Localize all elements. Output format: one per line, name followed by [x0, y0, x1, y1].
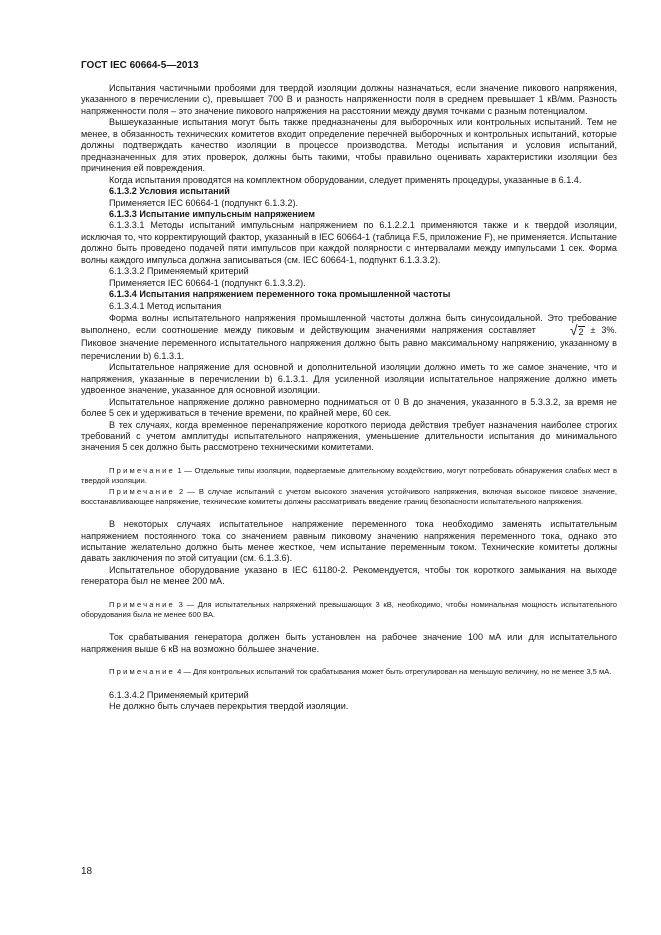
document-header: ГОСТ IEC 60664-5—2013: [81, 60, 199, 71]
note-text: 1 — Отдельные типы изоляции, подвергаемые длительному воздействию, могут потребовать обнаружения слабых мест в твердой изоляции.: [81, 465, 617, 486]
document-page: [81, 60, 617, 713]
note-text: 2 — В случае испытаний с учетом высокого значения устойчивого напряжения, включая высокое пиковое значение, восстанавливающее напряжение, технические комитеты должны рассматривать введение границ безопасности испытательного напряжения.: [81, 486, 617, 506]
paragraph: [81, 312, 617, 362]
paragraph: Испытательное оборудование указано в IEC 61180-2. Рекомендуется, чтобы ток короткого замыкания на выходе генератора был не менее 200 мА.: [81, 564, 617, 587]
note-label: Примечание: [109, 667, 175, 677]
note: [81, 487, 617, 508]
paragraph: Вышеуказанные испытания могут быть также предназначены для выборочных или контрольных испытаний. Тем не менее, в обязанность технических комитетов входит определение перечней выборочных и контрольных испытаний, которые должны подтверждать качество изоляции в процессе производства. Методы испытания и условия испытаний, предназначенных для этих проверок, должны быть такими, чтобы правильно оценивать характеристики изоляции без причинения ей повреждения.: [81, 117, 617, 174]
section-heading: 6.1.3.4 Испытания напряжением переменного тока промышленной частоты: [109, 289, 451, 300]
paragraph: 6.1.3.4.1 Метод испытания: [109, 300, 222, 311]
paragraph: Ток срабатывания генератора должен быть установлен на рабочее значение 100 мА или для испытательного напряжения выше 6 кВ на возможно бóльшее значение.: [81, 632, 617, 654]
paragraph: Испытательное напряжение для основной и дополнительной изоляции должно иметь то же самое значение, что и напряжения, указанные в перечислении b) 6.1.3.1. Для усиленной изоляции испытательное напряжение должно иметь удвоенное значение, указанное для основной изоляции.: [81, 362, 617, 396]
note-text: 4 — Для контрольных испытаний ток срабатывания может быть отрегулирован на меньшую величину, но не менее 3,5 мА.: [174, 667, 612, 677]
note: [81, 600, 617, 621]
paragraph: 6.1.3.3.1 Методы испытаний импульсным напряжением по 6.1.2.2.1 применяются также и к твердой изоляции, исключая то, что корректирующий фактор, указанный в IEC 60664-1 (таблица F.5, приложение F), не применяется. Испытание должно быть проведено подачей пяти импульсов при каждой полярности с интервалами между импульсами 1 сек. Форма волны каждого импульса должна записываться (см. IEC 60664-1, подпункт 6.1.3.3.2).: [81, 220, 617, 265]
page-number: 18: [81, 866, 93, 877]
note: [81, 667, 617, 677]
section-heading: 6.1.3.3 Испытание импульсным напряжением: [109, 208, 315, 219]
sqrt-sign: √2: [569, 322, 584, 339]
paragraph: Испытательное напряжение должно равномерно подниматься от 0 В до значения, указанного в 5.3.3.2, за время не более 5 сек и удерживаться в течение времени, по крайней мере, 60 сек.: [81, 396, 617, 419]
paragraph: В тех случаях, когда временное перенапряжение короткого периода действия требует назначения наиболее строгих требований с учетом амплитуды испытательного напряжения, уменьшение длительности испытания до минимального значения 5 сек должно быть рассмотрено техническими комитетами.: [81, 419, 617, 453]
paragraph: Не должно быть случаев перекрытия твердой изоляции.: [109, 701, 349, 712]
note-label: Примечание: [109, 465, 175, 475]
paragraph: В некоторых случаях испытательное напряжение переменного тока необходимо заменять испытательным напряжением постоянного тока со значением равным пиковому значению напряжения переменного тока, однако это испытание желательно должно быть менее жесткое, чем испытание переменным током. Технические комитеты должны давать заключения по этой ситуации (см. 6.1.3.6).: [81, 519, 617, 564]
note-label: Примечание: [109, 486, 175, 496]
paragraph: Испытания частичными пробоями для твердой изоляции должны назначаться, если значение пикового напряжения, указанного в перечислении с), превышает 700 В и разность напряженности поля в среднем превышает 1 кВ/мм. Разность напряженности поля – это значение пикового напряжения на расстоянии между двумя точками с разным потенциалом.: [81, 83, 617, 116]
paragraph: Применяется IEC 60664-1 (подпункт 6.1.3.3.2).: [109, 277, 306, 288]
paragraph: 6.1.3.3.2 Применяемый критерий: [109, 266, 249, 277]
paragraph: Когда испытания проводятся на комплектном оборудовании, следует применять процедуры, указанные в 6.1.4.: [109, 174, 582, 185]
paragraph-text: ± 3%. Пиковое значение переменного испытательного напряжения должно быть равно максимальному напряжению, указанному в перечислении b) 6.1.3.1.: [81, 325, 618, 361]
note-label: Примечание: [109, 599, 175, 609]
paragraph: Применяется IEC 60664-1 (подпункт 6.1.3.2).: [109, 197, 299, 208]
note: [81, 466, 617, 487]
sqrt-argument: 2: [578, 327, 584, 338]
note-text: 3 — Для испытательных напряжений превышающих 3 кВ, необходимо, чтобы номинальная мощность испытательного оборудования была не менее 600 ВА.: [81, 599, 617, 620]
section-heading: 6.1.3.2 Условия испытаний: [109, 186, 230, 197]
paragraph: 6.1.3.4.2 Применяемый критерий: [109, 689, 249, 700]
paragraph-text: Форма волны испытательного напряжения промышленной частоты должна быть синусоидальной. Это требование выполнено, если соотношение между пиковым и действующим значениями напряжения составляет: [81, 313, 617, 336]
